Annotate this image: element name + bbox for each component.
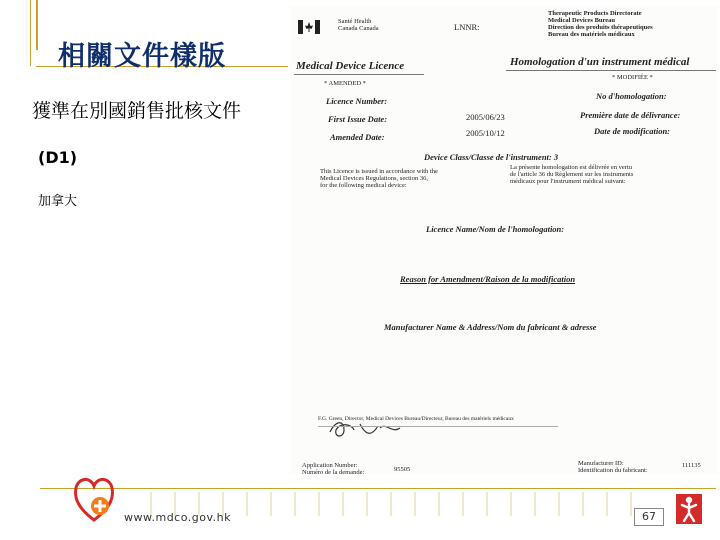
decor-vertical-rule-2 bbox=[36, 0, 38, 50]
manufacturer-id-value: 111135 bbox=[682, 462, 701, 469]
amended-date-value: 2005/10/12 bbox=[466, 128, 505, 138]
document-code: (D1) bbox=[38, 148, 78, 167]
first-issue-label: First Issue Date: bbox=[328, 114, 388, 124]
agency-name: Santé Health Canada Canada bbox=[338, 18, 379, 32]
scanned-licence-document bbox=[290, 6, 718, 474]
person-figure-icon bbox=[676, 494, 702, 524]
mdco-heart-logo-icon bbox=[70, 470, 118, 526]
licence-paragraph-fr: La présente homologation est délivrée en vertu de l'article 36 du Règlement sur les instruments médicaux pour l'instrument médical suivant: bbox=[510, 164, 634, 185]
device-class: Device Class/Classe de l'instrument: 3 bbox=[424, 152, 559, 162]
signature-line: F.G. Green, Director, Medical Devices Bureau/Directeur, Bureau des matériels médicaux bbox=[318, 416, 514, 422]
reason-amendment-label: Reason for Amendment/Raison de la modification bbox=[400, 274, 576, 284]
page-number: 67 bbox=[634, 508, 664, 526]
application-number-label: Application Number: Numéro de la demande: bbox=[302, 462, 365, 474]
decor-vertical-rule bbox=[30, 0, 31, 66]
canada-flag-icon bbox=[298, 20, 320, 34]
lnnr-label: LNNR: bbox=[454, 22, 480, 32]
manufacturer-id-label: Manufacturer ID: Identification du fabricant: bbox=[578, 460, 648, 474]
amended-tag-en: * AMENDED * bbox=[324, 80, 366, 87]
first-issue-label-fr: Première date de délivrance: bbox=[580, 110, 681, 120]
licence-title-fr: Homologation d'un instrument médical bbox=[510, 56, 690, 68]
licence-number-label: Licence Number: bbox=[326, 96, 388, 106]
title-underline-fr bbox=[506, 70, 716, 71]
slide-title: 相關文件樣版 bbox=[58, 41, 226, 72]
amended-date-label-fr: Date de modification: bbox=[594, 126, 671, 136]
country-label: 加拿大 bbox=[38, 194, 78, 209]
website-url: www.mdco.gov.hk bbox=[124, 511, 231, 524]
title-underline-en bbox=[294, 74, 424, 75]
manufacturer-label: Manufacturer Name & Address/Nom du fabricant & adresse bbox=[384, 322, 597, 332]
signature-rule bbox=[318, 426, 558, 427]
footer-rule bbox=[40, 488, 716, 489]
amended-date-label: Amended Date: bbox=[330, 132, 385, 142]
licence-name-label: Licence Name/Nom de l'homologation: bbox=[426, 224, 565, 234]
homologation-number-label: No d'homologation: bbox=[596, 91, 667, 101]
first-issue-value: 2005/06/23 bbox=[466, 112, 505, 122]
licence-title-en: Medical Device Licence bbox=[296, 60, 405, 72]
licence-paragraph-en: This Licence is issued in accordance with the Medical Devices Regulations, section 36, for the following medical device: bbox=[320, 168, 438, 189]
directorate-block: Therapeutic Products Directorate Medical Devices Bureau Direction des produits thérapeutiques Bureau des matériels médicaux bbox=[548, 10, 653, 38]
slide-subtitle: 獲準在別國銷售批核文件 bbox=[32, 100, 242, 122]
amended-tag-fr: * MODIFIÉE * bbox=[612, 74, 653, 81]
application-number-value: 95505 bbox=[394, 466, 411, 473]
